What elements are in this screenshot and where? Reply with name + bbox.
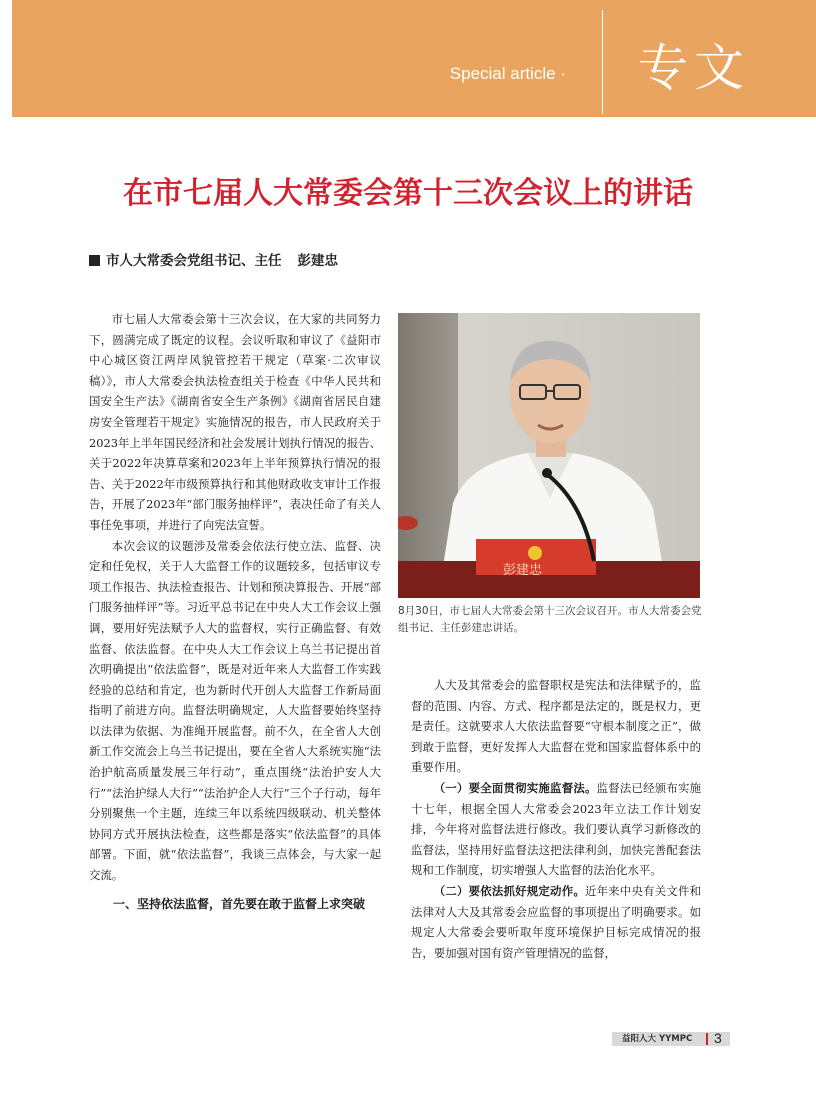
byline-role: 市人大常委会党组书记、主任 — [106, 253, 282, 269]
banner-subtitle: Special article · — [449, 64, 566, 83]
speaker-photo — [398, 313, 700, 598]
banner-divider — [602, 10, 603, 114]
footer-magazine: 益阳人大 YYMPC — [622, 1034, 693, 1044]
paragraph: 人大及其常委会的监督职权是宪法和法律赋予的，监督的范围、内容、方式、程序都是法定的，既是权力，更是责任。这就要求人大依法监督要“守根本制度之正”，做到敢于监督，更好发挥人大监督在党和国家监督体系中的重要作用。 — [411, 678, 701, 775]
photo-caption: 8月30日，市七届人大常委会第十三次会议召开。市人大常委会党组书记、主任彭建忠讲话。 — [398, 605, 702, 634]
section-heading: 一、坚持依法监督，首先要在敢于监督上求突破 — [113, 896, 366, 911]
nameplate-text: 彭建忠 — [503, 563, 543, 578]
point-body: 近年来中央有关文件和法律对人大及其常委会应监督的事项提出了明确要求。如规定人大常委会要听取年度环境保护目标完成情况的报告，要加强对国有资产管理情况的监督， — [411, 883, 701, 960]
paragraph — [411, 881, 701, 963]
left-column — [89, 309, 381, 915]
byline-name: 彭建忠 — [297, 253, 338, 269]
paragraph: 本次会议的议题涉及常委会依法行使立法、监督、决定和任免权，关于人大监督工作的议题较多，包括审议专项工作报告、执法检查报告、计划和预决算报告、开展“部门服务抽样评”等。习近平总书记在中央人大工作会议上强调，要用好宪法赋予人大的监督权，实行正确监督、有效监督、依法监督。在中央人大工作会议上乌兰书记提出首次明确提出“依法监督”，既是对近年来人大监督工作实践经验的总结和肯定，也为新时代开创人大监督工作新局面指明了前进方向。监督法明确规定，人大监督要始终坚持以法律为依据、为准绳开展监督。前不久，在全省人大创新工作交流会上乌兰书记提出，要在全省人大系统实施“法治护航高质量发展三年行动”，重点围绕“法治护安人大行”“法治护绿人大行”“法治护企人大行”三个子行动，每年分别聚焦一个主题，连续三年以系统四级联动、机关整体协同方式开展执法检查，这些都是落实“依法监督”的具体部署。下面，就“依法监督”，我谈三点体会，与大家一起交流。 — [89, 538, 381, 883]
page-number: 3 — [714, 1030, 722, 1046]
point-title: （二）要依法抓好规定动作。 — [433, 883, 585, 898]
speaker-photo-illustration — [398, 313, 700, 598]
point-body: 监督法已经颁布实施十七年，根据全国人大常委会2023年立法工作计划安排，今年将对监督法进行修改。我们要认真学习新修改的监督法，坚持用好监督法这把法律利剑，加快完善配套法规和工作制度，切实增强人大监督的法治化水平。 — [411, 780, 701, 878]
point-title: （一）要全面贯彻实施监督法。 — [433, 780, 597, 795]
right-column — [411, 675, 701, 963]
footer-divider — [706, 1033, 708, 1045]
byline — [89, 249, 338, 269]
header-banner — [12, 0, 816, 117]
paragraph: 市七届人大常委会第十三次会议，在大家的共同努力下，圆满完成了既定的议程。会议听取和审议了《益阳市中心城区资江两岸风貌管控若干规定（草案·二次审议稿）》，市人大常委会执法检查组关于检查《中华人民共和国安全生产法》《湖南省安全生产条例》《湖南省居民自建房安全管理若干规定》实施情况的报告，市人民政府关于2023年上半年国民经济和社会发展计划执行情况的报告、关于2022年决算草案和2023年上半年预算执行情况的报告、关于2022年市级预算执行和其他财政收支审计工作报告，开展了2023年“部门服务抽样评”，表决任命了有关人事任免事项，并进行了向宪法宣誓。 — [89, 312, 381, 532]
article-title: 在市七届人大常委会第十三次会议上的讲话 — [123, 176, 693, 211]
square-bullet-icon — [89, 255, 100, 266]
banner-section-title: 专文 — [638, 39, 750, 97]
paragraph — [411, 778, 701, 881]
